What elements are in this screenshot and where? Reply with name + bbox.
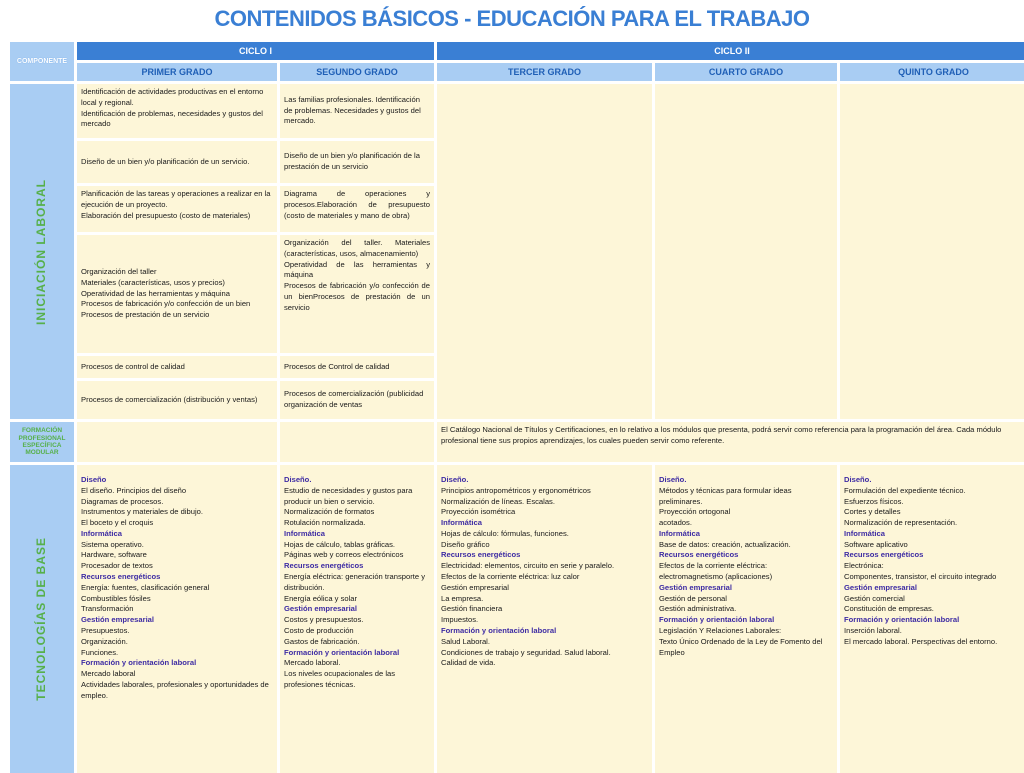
table-cell: Diagrama de operaciones y procesos.Elaboración de presupuesto (costo de materiales y mano de obra) (280, 186, 434, 232)
grado-5-header: QUINTO GRADO (840, 63, 1024, 81)
table-cell: Las familias profesionales. Identificación de problemas. Necesidades y gustos del mercado. (280, 84, 434, 138)
tec-cell-grado-3: Diseño. Principios antropométricos y ergonométricos Normalización de líneas. Escalas. Proyección isométrica Informática Hojas de cálculo: fórmulas, funciones. Diseño gráfico Recursos energéticos Electricidad: elementos, circuito en serie y paralelo. Efectos de la corriente eléctrica: luz calor Gestión empresarial La empresa. Gestión financiera Impuestos. Formación y orientación laboral Salud Laboral. Condiciones de trabajo y seguridad. Salud laboral. Calidad de vida. (437, 465, 652, 773)
formacion-note: El Catálogo Nacional de Títulos y Certificaciones, en lo relativo a los módulos que presenta, podrá servir como referencia para la programación del área. Cada módulo profesional tiene sus propios aprendizajes, los cuales pueden servir como referente. (437, 422, 1024, 462)
grado-3-header: TERCER GRADO (437, 63, 652, 81)
grado-2-header: SEGUNDO GRADO (280, 63, 434, 81)
ciclo-2-header: CICLO II (437, 42, 1024, 60)
section-tecnologias-de-base (10, 465, 74, 773)
contents-table (10, 42, 1012, 760)
table-cell: Procesos de control de calidad (77, 356, 277, 378)
table-cell: Planificación de las tareas y operaciones a realizar en la ejecución de un proyecto. Elaboración del presupuesto (costo de materiales) (77, 186, 277, 232)
table-cell: Organización del taller. Materiales (características, usos, almacenamiento) Operatividad de las herramientas y máquina Procesos de fabricación y/o confección de un bienProcesos de prestación de un servicio (280, 235, 434, 353)
section-iniciacion-laboral (10, 84, 74, 419)
table-cell: Identificación de actividades productivas en el entorno local y regional. Identificación de problemas, necesidades y gustos del mercado (77, 84, 277, 138)
ciclo-1-header: CICLO I (77, 42, 434, 60)
table-cell: Diseño de un bien y/o planificación de un servicio. (77, 141, 277, 183)
table-cell: Procesos de Control de calidad (280, 356, 434, 378)
section-label: TECNOLOGÍAS DE BASE (34, 537, 49, 701)
table-cell: Procesos de comercialización (distribución y ventas) (77, 381, 277, 419)
table-cell-empty (655, 84, 837, 419)
tec-cell-grado-2: Diseño. Estudio de necesidades y gustos para producir un bien o servicio. Normalización de formatos Rotulación normalizada. Informática Hojas de cálculo, tablas gráficas. Páginas web y correos electrónicos Recursos energéticos Energía eléctrica: generación transporte y distribución. Energía eólica y solar Gestión empresarial Costos y presupuestos. Costo de producción Gastos de fabricación. Formación y orientación laboral Mercado laboral. Los niveles ocupacionales de las profesiones técnicas. (280, 465, 434, 773)
tec-cell-grado-5: Diseño. Formulación del expediente técnico. Esfuerzos físicos. Cortes y detalles Normalización de representación. Informática Software aplicativo Recursos energéticos Electrónica: Componentes, transistor, el circuito integrado Gestión empresarial Gestión comercial Constitución de empresas. Formación y orientación laboral Inserción laboral. El mercado laboral. Perspectivas del entorno. (840, 465, 1024, 773)
page-title: CONTENIDOS BÁSICOS - EDUCACIÓN PARA EL TRABAJO (214, 6, 810, 31)
tec-cell-grado-1: Diseño El diseño. Principios del diseño Diagramas de procesos. Instrumentos y materiales de dibujo. El boceto y el croquis Informática Sistema operativo. Hardware, software Procesador de textos Recursos energéticos Energía: fuentes, clasificación general Combustibles fósiles Transformación Gestión empresarial Presupuestos. Organización. Funciones. Formación y orientación laboral Mercado laboral Actividades laborales, profesionales y oportunidades de empleo. (77, 465, 277, 773)
grado-1-header: PRIMER GRADO (77, 63, 277, 81)
table-cell: Organización del taller Materiales (características, usos y precios) Operatividad de las herramientas y máquina Procesos de fabricación y/o confección de un bien Procesos de prestación de un servicio (77, 235, 277, 353)
table-cell-empty (840, 84, 1024, 419)
section-formacion-profesional: FORMACIÓN PROFESIONAL ESPECÍFICA MODULAR (10, 422, 74, 462)
table-cell: Procesos de comercialización (publicidad organización de ventas (280, 381, 434, 419)
tec-cell-grado-4: Diseño. Métodos y técnicas para formular ideas preliminares. Proyección ortogonal acotados. Informática Base de datos: creación, actualización. Recursos energéticos Efectos de la corriente eléctrica: electromagnetismo (aplicaciones) Gestión empresarial Gestión de personal Gestión administrativa. Formación y orientación laboral Legislación Y Relaciones Laborales: Texto Único Ordenado de la Ley de Fomento del Empleo (655, 465, 837, 773)
grado-4-header: CUARTO GRADO (655, 63, 837, 81)
table-cell: Diseño de un bien y/o planificación de la prestación de un servicio (280, 141, 434, 183)
table-cell-empty (437, 84, 652, 419)
table-cell-empty (280, 422, 434, 462)
table-cell-empty (77, 422, 277, 462)
section-label: INICIACIÓN LABORAL (34, 178, 49, 325)
componente-header: COMPONENTE (10, 42, 74, 81)
